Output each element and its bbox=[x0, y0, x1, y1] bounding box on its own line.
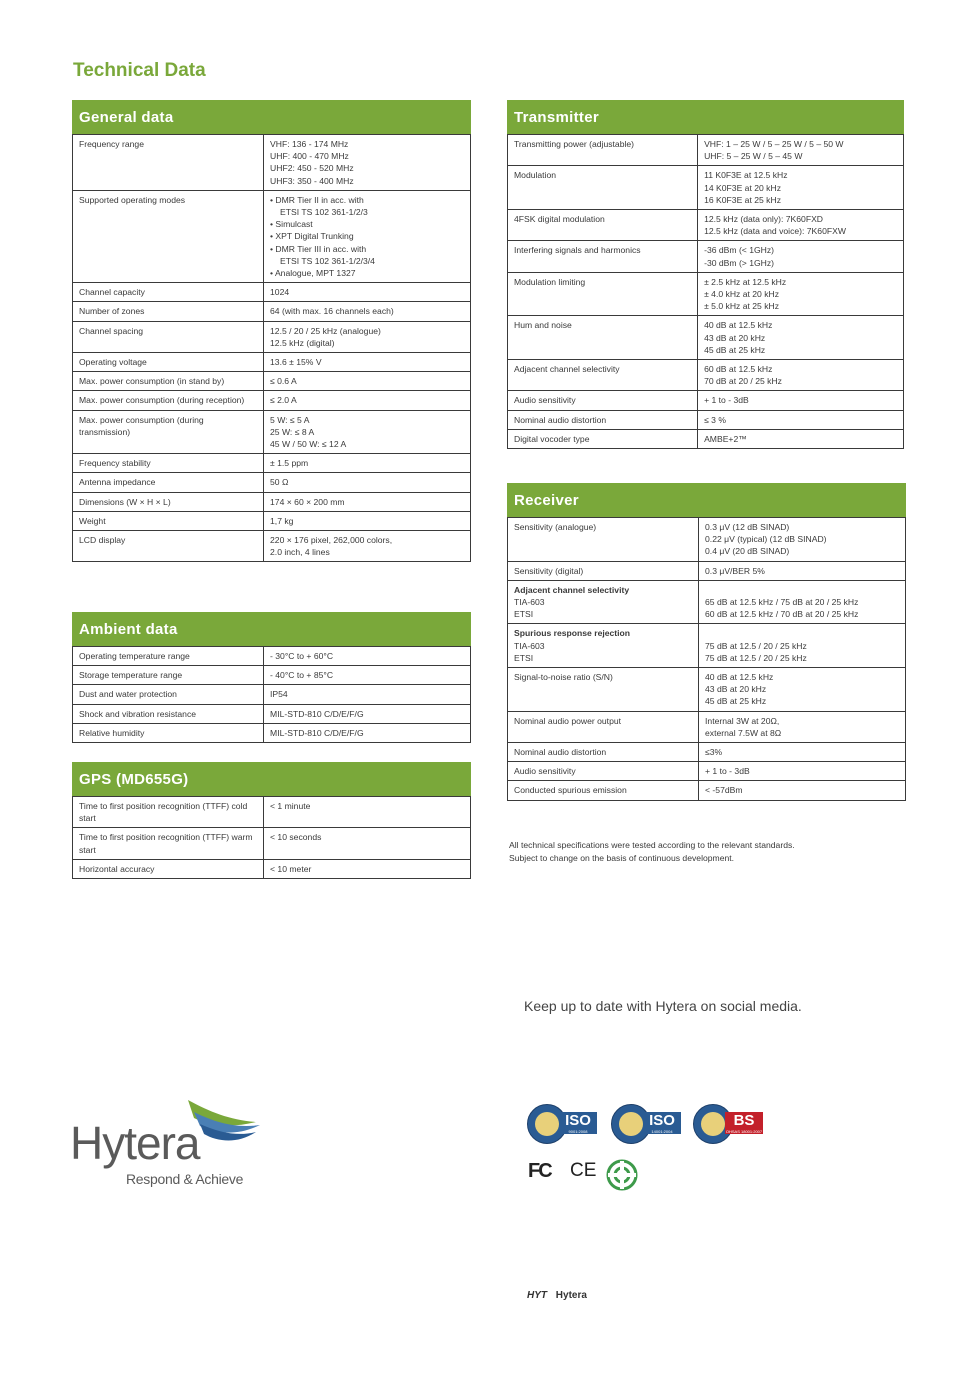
spec-row bbox=[73, 391, 471, 410]
spec-label-text: Hum and noise bbox=[514, 320, 572, 331]
spec-row bbox=[73, 454, 471, 473]
spec-value bbox=[264, 473, 471, 492]
spec-label-text: Nominal audio power output bbox=[514, 715, 622, 726]
spec-value bbox=[698, 272, 904, 316]
spec-value bbox=[264, 321, 471, 352]
spec-value-line: 12.5 kHz (data and voice): 7K60FXW bbox=[704, 226, 846, 237]
spec-row bbox=[508, 668, 906, 712]
spec-label bbox=[508, 518, 699, 562]
spec-value-line: 45 dB at 25 kHz bbox=[705, 696, 767, 707]
spec-value-line: 12.5 kHz (digital) bbox=[270, 337, 335, 348]
spec-label-text: Digital vocoder type bbox=[514, 433, 590, 444]
iso-9001-badge bbox=[527, 1104, 599, 1144]
spec-value-line: 0.22 μV (typical) (12 dB SINAD) bbox=[705, 534, 827, 545]
spec-label bbox=[73, 797, 264, 828]
spec-value-line: < 10 meter bbox=[270, 863, 312, 874]
footer-brands bbox=[527, 1290, 587, 1301]
iso-14001-badge bbox=[611, 1104, 683, 1144]
spec-value-line: MIL-STD-810 C/D/E/F/G bbox=[270, 708, 364, 719]
spec-value-line: -30 dBm (> 1GHz) bbox=[704, 257, 775, 268]
spec-value-line: UHF2: 450 - 520 MHz bbox=[270, 163, 354, 174]
spec-value-line: - 30°C to + 60°C bbox=[270, 651, 334, 661]
spec-label-text: Dimensions (W × H × L) bbox=[79, 496, 171, 507]
spec-value-line: + 1 to - 3dB bbox=[704, 395, 749, 406]
spec-label bbox=[508, 241, 698, 272]
cert-sub: 14001:2004 bbox=[651, 1129, 673, 1134]
spec-label-text: Adjacent channel selectivity bbox=[514, 584, 630, 595]
spec-label-text: Time to first position recognition (TTFF) warm start bbox=[79, 832, 253, 855]
spec-value-line: external 7.5W at 8Ω bbox=[705, 727, 782, 738]
spec-label bbox=[508, 410, 698, 429]
spec-row bbox=[73, 353, 471, 372]
spec-row bbox=[73, 647, 471, 666]
spec-value-line: 50 Ω bbox=[270, 477, 289, 488]
spec-label bbox=[73, 723, 264, 742]
fcc-icon: FC bbox=[528, 1160, 551, 1182]
spec-row bbox=[508, 561, 906, 580]
spec-label bbox=[508, 210, 698, 241]
spec-value-line: ETSI TS 102 361-1/2/3 bbox=[280, 207, 368, 218]
spec-value-line: 45 dB at 25 kHz bbox=[704, 344, 766, 355]
spec-value bbox=[699, 668, 906, 712]
spec-label bbox=[508, 135, 698, 166]
spec-label-text: Frequency stability bbox=[79, 458, 151, 469]
spec-value-line: 40 dB at 12.5 kHz bbox=[704, 320, 773, 331]
spec-label bbox=[508, 166, 698, 210]
spec-row bbox=[73, 302, 471, 321]
spec-row bbox=[73, 511, 471, 530]
spec-label bbox=[508, 429, 698, 448]
spec-label bbox=[73, 473, 264, 492]
footnote-line: Subject to change on the basis of continuous development. bbox=[509, 852, 735, 863]
spec-value-line: 220 × 176 pixel, 262,000 colors, bbox=[270, 535, 393, 546]
spec-value-line: ≤ 2.0 A bbox=[270, 395, 297, 406]
spec-row bbox=[73, 685, 471, 704]
spec-value-line bbox=[705, 584, 899, 596]
spec-label bbox=[73, 353, 264, 372]
bs-ohsas-badge bbox=[693, 1104, 765, 1144]
spec-value bbox=[698, 429, 904, 448]
spec-value-line: • Analogue, MPT 1327 bbox=[270, 268, 356, 279]
spec-label-text: Nominal audio distortion bbox=[514, 414, 607, 425]
spec-value-line: 43 dB at 20 kHz bbox=[705, 684, 767, 695]
spec-value-line: < -57dBm bbox=[705, 785, 743, 796]
spec-label-text: Supported operating modes bbox=[79, 194, 186, 205]
page-title: Technical Data bbox=[73, 60, 206, 81]
spec-label bbox=[73, 190, 264, 282]
spec-value-line: ± 4.0 kHz at 20 kHz bbox=[704, 289, 780, 300]
spec-value-line: • XPT Digital Trunking bbox=[270, 231, 354, 242]
spec-value-line: VHF: 1 – 25 W / 5 – 25 W / 5 – 50 W bbox=[704, 139, 844, 149]
spec-value bbox=[264, 190, 471, 282]
spec-label-text: Dust and water protection bbox=[79, 689, 177, 700]
spec-label bbox=[508, 561, 699, 580]
spec-label bbox=[73, 511, 264, 530]
spec-row bbox=[508, 711, 906, 742]
spec-label bbox=[73, 859, 264, 878]
spec-label-text: Number of zones bbox=[79, 306, 145, 317]
spec-label bbox=[73, 372, 264, 391]
spec-label-text: Antenna impedance bbox=[79, 477, 156, 488]
spec-label bbox=[73, 391, 264, 410]
spec-row bbox=[508, 781, 906, 800]
spec-value-line: ± 5.0 kHz at 25 kHz bbox=[704, 301, 780, 312]
transmitter-section bbox=[507, 100, 904, 449]
spec-value-line: ≤ 0.6 A bbox=[270, 376, 297, 387]
spec-label-text: Sensitivity (analogue) bbox=[514, 522, 597, 532]
spec-label bbox=[73, 492, 264, 511]
hytera-small-logo: Hytera bbox=[555, 1290, 587, 1301]
spec-value-line: UHF: 5 – 25 W / 5 – 45 W bbox=[704, 151, 803, 162]
spec-row bbox=[73, 372, 471, 391]
spec-row bbox=[508, 135, 904, 166]
spec-value-line: -36 dBm (< 1GHz) bbox=[704, 245, 775, 256]
spec-label bbox=[73, 666, 264, 685]
spec-value-line: AMBE+2™ bbox=[704, 433, 747, 444]
spec-value-line: ≤ 3 % bbox=[704, 414, 726, 425]
footnote bbox=[509, 839, 795, 864]
spec-row bbox=[508, 429, 904, 448]
spec-label-text: Modulation limiting bbox=[514, 276, 586, 287]
spec-row bbox=[73, 190, 471, 282]
ambient-data-section bbox=[72, 612, 471, 743]
spec-value bbox=[264, 723, 471, 742]
spec-label bbox=[73, 302, 264, 321]
spec-label bbox=[73, 685, 264, 704]
spec-row bbox=[508, 391, 904, 410]
spec-value bbox=[264, 454, 471, 473]
spec-value bbox=[264, 666, 471, 685]
spec-value-line: 75 dB at 12.5 / 20 / 25 kHz bbox=[705, 640, 807, 651]
spec-label-text: Audio sensitivity bbox=[514, 395, 576, 406]
spec-sublabel: TIA-603 bbox=[514, 640, 545, 651]
spec-label-text: Horizontal accuracy bbox=[79, 863, 155, 874]
hytera-logo bbox=[70, 1092, 270, 1192]
spec-label-text: Spurious response rejection bbox=[514, 628, 631, 639]
spec-value bbox=[264, 302, 471, 321]
receiver-table bbox=[507, 517, 906, 801]
spec-value-line: VHF: 136 - 174 MHz bbox=[270, 139, 349, 149]
spec-value-line: 0.3 μV (12 dB SINAD) bbox=[705, 522, 790, 532]
spec-label-text: Nominal audio distortion bbox=[514, 747, 607, 758]
spec-label bbox=[73, 531, 264, 562]
spec-value-line: 70 dB at 20 / 25 kHz bbox=[704, 376, 782, 387]
spec-label-text: Shock and vibration resistance bbox=[79, 708, 197, 719]
spec-row bbox=[508, 272, 904, 316]
spec-value-line: 65 dB at 12.5 kHz / 75 dB at 20 / 25 kHz bbox=[705, 597, 859, 608]
spec-value-line: ETSI TS 102 361-1/2/3/4 bbox=[280, 255, 375, 266]
cert-sub: 9001:2008 bbox=[568, 1129, 588, 1134]
spec-label-text: Operating voltage bbox=[79, 357, 147, 368]
spec-row bbox=[508, 241, 904, 272]
spec-label bbox=[73, 321, 264, 352]
spec-label bbox=[508, 624, 699, 668]
gps-section bbox=[72, 762, 471, 879]
spec-value-line: Internal 3W at 20Ω, bbox=[705, 715, 780, 726]
spec-value-line: MIL-STD-810 C/D/E/F/G bbox=[270, 727, 364, 738]
spec-value-line: 11 K0F3E at 12.5 kHz bbox=[704, 170, 788, 181]
spec-sublabel: ETSI bbox=[514, 652, 534, 663]
spec-label-text: Max. power consumption (during transmission) bbox=[79, 414, 204, 437]
spec-value-line: 13.6 ± 15% V bbox=[270, 357, 322, 368]
spec-label-text: Channel spacing bbox=[79, 325, 144, 336]
spec-value bbox=[699, 580, 906, 624]
spec-row bbox=[73, 135, 471, 191]
hyt-logo: HYT bbox=[527, 1290, 547, 1301]
spec-value-line: • DMR Tier II in acc. with bbox=[270, 194, 364, 205]
spec-label-text: LCD display bbox=[79, 535, 126, 546]
spec-value bbox=[264, 391, 471, 410]
spec-label bbox=[508, 711, 699, 742]
spec-label-text: 4FSK digital modulation bbox=[514, 214, 605, 225]
spec-row bbox=[73, 473, 471, 492]
spec-value bbox=[264, 410, 471, 454]
spec-label bbox=[508, 360, 698, 391]
spec-label-text: Operating temperature range bbox=[79, 651, 190, 661]
spec-value-line: UHF3: 350 - 400 MHz bbox=[270, 175, 354, 186]
spec-value-line: 60 dB at 12.5 kHz / 70 dB at 20 / 25 kHz bbox=[705, 609, 859, 620]
spec-value bbox=[264, 685, 471, 704]
spec-value-line: 12.5 / 20 / 25 kHz (analogue) bbox=[270, 325, 381, 336]
spec-value-line: ≤3% bbox=[705, 747, 723, 758]
spec-value bbox=[698, 316, 904, 360]
spec-label-text: Max. power consumption (in stand by) bbox=[79, 376, 225, 387]
spec-value-line: 45 W / 50 W: ≤ 12 A bbox=[270, 439, 347, 450]
gps-table bbox=[72, 796, 471, 879]
ambient-data-title: Ambient data bbox=[72, 612, 471, 646]
spec-value-line: 1024 bbox=[270, 287, 290, 298]
spec-value bbox=[698, 391, 904, 410]
spec-label bbox=[508, 580, 699, 624]
spec-value bbox=[699, 518, 906, 562]
spec-value-line: UHF: 400 - 470 MHz bbox=[270, 151, 349, 162]
spec-sublabel: TIA-603 bbox=[514, 597, 545, 608]
spec-label bbox=[508, 781, 699, 800]
gps-title: GPS (MD655G) bbox=[72, 762, 471, 796]
spec-row bbox=[73, 859, 471, 878]
spec-label bbox=[73, 454, 264, 473]
spec-value-line: 0.3 μV/BER 5% bbox=[705, 565, 765, 576]
spec-row bbox=[73, 283, 471, 302]
spec-value-line: < 1 minute bbox=[270, 801, 311, 811]
spec-value bbox=[264, 647, 471, 666]
spec-value bbox=[698, 166, 904, 210]
spec-row bbox=[508, 360, 904, 391]
spec-label-text: Transmitting power (adjustable) bbox=[514, 139, 635, 149]
spec-label bbox=[73, 283, 264, 302]
spec-label bbox=[508, 743, 699, 762]
spec-label bbox=[73, 135, 264, 191]
spec-row bbox=[73, 531, 471, 562]
spec-label-text: Channel capacity bbox=[79, 287, 145, 298]
spec-value-line: < 10 seconds bbox=[270, 832, 322, 843]
spec-value-line: 75 dB at 12.5 / 20 / 25 kHz bbox=[705, 652, 807, 663]
spec-value bbox=[264, 283, 471, 302]
spec-value bbox=[698, 135, 904, 166]
spec-label-text: Storage temperature range bbox=[79, 670, 183, 681]
receiver-title: Receiver bbox=[507, 483, 906, 517]
spec-value-line: IP54 bbox=[270, 689, 288, 700]
spec-value bbox=[699, 781, 906, 800]
spec-value bbox=[699, 624, 906, 668]
spec-row bbox=[508, 580, 906, 624]
spec-label bbox=[73, 410, 264, 454]
spec-label-text: Audio sensitivity bbox=[514, 766, 576, 777]
footnote-line: All technical specifications were tested according to the relevant standards. bbox=[509, 840, 795, 850]
spec-row bbox=[73, 704, 471, 723]
spec-row bbox=[508, 624, 906, 668]
spec-row bbox=[73, 410, 471, 454]
logo-tagline: Respond & Achieve bbox=[126, 1171, 244, 1187]
spec-label-text: Time to first position recognition (TTFF) cold start bbox=[79, 801, 248, 824]
spec-value bbox=[699, 762, 906, 781]
spec-label-text: Weight bbox=[79, 515, 106, 526]
spec-value bbox=[264, 353, 471, 372]
spec-value-line: 2.0 inch, 4 lines bbox=[270, 547, 330, 558]
cert-label: BS bbox=[733, 1112, 755, 1129]
spec-value-line: 25 W: ≤ 8 A bbox=[270, 426, 315, 437]
spec-value bbox=[264, 511, 471, 530]
spec-value-line: 40 dB at 12.5 kHz bbox=[705, 672, 774, 683]
spec-value-line bbox=[705, 627, 899, 639]
spec-row bbox=[73, 492, 471, 511]
spec-value-line: - 40°C to + 85°C bbox=[270, 670, 334, 681]
spec-label-text: Adjacent channel selectivity bbox=[514, 364, 620, 375]
spec-row bbox=[508, 316, 904, 360]
spec-row bbox=[73, 723, 471, 742]
ce-icon: CE bbox=[570, 1160, 597, 1181]
spec-row bbox=[73, 828, 471, 859]
spec-value-line: 14 K0F3E at 20 kHz bbox=[704, 182, 781, 193]
spec-label bbox=[508, 668, 699, 712]
receiver-section bbox=[507, 483, 906, 801]
cert-sub: OHSAS 18001:2007 bbox=[725, 1129, 763, 1134]
spec-label-text: Interfering signals and harmonics bbox=[514, 245, 641, 256]
spec-label-text: Modulation bbox=[514, 170, 557, 181]
spec-row bbox=[73, 321, 471, 352]
spec-value-line: 1,7 kg bbox=[270, 515, 294, 526]
spec-value bbox=[264, 797, 471, 828]
spec-row bbox=[508, 166, 904, 210]
cert-label: ISO bbox=[649, 1112, 675, 1129]
spec-label-text: Relative humidity bbox=[79, 727, 145, 738]
spec-value-line: • DMR Tier III in acc. with bbox=[270, 243, 367, 254]
spec-row bbox=[508, 410, 904, 429]
spec-label bbox=[73, 647, 264, 666]
spec-label-text: Frequency range bbox=[79, 139, 144, 149]
spec-value bbox=[264, 531, 471, 562]
spec-value bbox=[698, 241, 904, 272]
spec-value bbox=[698, 410, 904, 429]
cert-label: ISO bbox=[565, 1112, 591, 1129]
spec-label bbox=[73, 704, 264, 723]
spec-value bbox=[264, 135, 471, 191]
spec-value-line: 64 (with max. 16 channels each) bbox=[270, 306, 394, 317]
spec-label-text: Sensitivity (digital) bbox=[514, 565, 584, 576]
spec-value-line: ± 1.5 ppm bbox=[270, 458, 309, 469]
spec-value bbox=[699, 561, 906, 580]
spec-value-line: ± 2.5 kHz at 12.5 kHz bbox=[704, 276, 787, 287]
logo-wordmark: Hytera bbox=[70, 1117, 200, 1169]
spec-value bbox=[699, 743, 906, 762]
spec-label bbox=[73, 828, 264, 859]
spec-value-line: + 1 to - 3dB bbox=[705, 766, 750, 777]
spec-value bbox=[698, 360, 904, 391]
spec-value bbox=[264, 828, 471, 859]
spec-sublabel: ETSI bbox=[514, 609, 534, 620]
spec-label-text: Conducted spurious emission bbox=[514, 785, 627, 796]
spec-row bbox=[73, 797, 471, 828]
general-data-title: General data bbox=[72, 100, 471, 134]
spec-value-line: 60 dB at 12.5 kHz bbox=[704, 364, 773, 375]
spec-label-text: Signal-to-noise ratio (S/N) bbox=[514, 672, 613, 683]
spec-label bbox=[508, 272, 698, 316]
spec-value bbox=[264, 859, 471, 878]
spec-value-line: 12.5 kHz (data only): 7K60FXD bbox=[704, 214, 824, 225]
spec-label-text: Max. power consumption (during reception) bbox=[79, 395, 245, 406]
ambient-data-table bbox=[72, 646, 471, 743]
spec-value-line: 0.4 μV (20 dB SINAD) bbox=[705, 546, 790, 557]
spec-label bbox=[508, 391, 698, 410]
transmitter-table bbox=[507, 134, 904, 449]
spec-value bbox=[264, 492, 471, 511]
spec-label bbox=[508, 316, 698, 360]
spec-value-line: 43 dB at 20 kHz bbox=[704, 332, 766, 343]
spec-row bbox=[508, 518, 906, 562]
general-data-table bbox=[72, 134, 471, 562]
social-media-text: Keep up to date with Hytera on social media. bbox=[524, 998, 802, 1014]
spec-value-line: 5 W: ≤ 5 A bbox=[270, 414, 310, 425]
spec-row bbox=[508, 762, 906, 781]
spec-row bbox=[508, 210, 904, 241]
spec-value bbox=[699, 711, 906, 742]
spec-row bbox=[508, 743, 906, 762]
spec-value-line: • Simulcast bbox=[270, 219, 313, 230]
recycle-icon bbox=[606, 1159, 638, 1191]
spec-value bbox=[264, 704, 471, 723]
spec-value bbox=[698, 210, 904, 241]
general-data-section bbox=[72, 100, 471, 562]
spec-row bbox=[73, 666, 471, 685]
spec-value-line: 16 K0F3E at 25 kHz bbox=[704, 194, 781, 205]
spec-value bbox=[264, 372, 471, 391]
spec-value-line: 174 × 60 × 200 mm bbox=[270, 496, 345, 507]
transmitter-title: Transmitter bbox=[507, 100, 904, 134]
spec-label bbox=[508, 762, 699, 781]
